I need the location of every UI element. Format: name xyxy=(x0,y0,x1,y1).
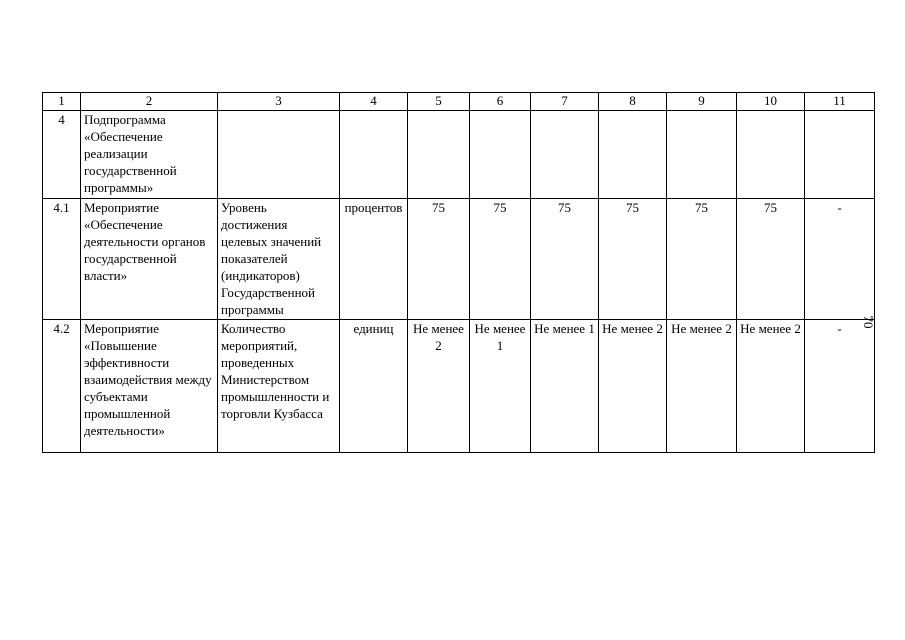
row-value: 75 xyxy=(470,199,531,320)
row-unit: единиц xyxy=(340,320,408,453)
row-number: 4.2 xyxy=(43,320,81,453)
table-header-row xyxy=(43,93,875,111)
row-value: Не менее 2 xyxy=(667,320,737,453)
row-col11: - xyxy=(805,320,875,453)
header-cell: 9 xyxy=(667,93,737,111)
header-cell: 7 xyxy=(531,93,599,111)
row-unit xyxy=(340,111,408,199)
row-col11 xyxy=(805,111,875,199)
table-row xyxy=(43,111,875,199)
row-value xyxy=(470,111,531,199)
header-cell: 2 xyxy=(81,93,218,111)
row-value: 75 xyxy=(531,199,599,320)
row-value xyxy=(667,111,737,199)
row-value: Не менее 2 xyxy=(599,320,667,453)
header-cell: 8 xyxy=(599,93,667,111)
header-cell: 5 xyxy=(408,93,470,111)
page-number: 70 xyxy=(861,315,876,329)
header-cell: 1 xyxy=(43,93,81,111)
row-value: Не менее 2 xyxy=(408,320,470,453)
row-value: 75 xyxy=(737,199,805,320)
row-value: 75 xyxy=(408,199,470,320)
indicators-table xyxy=(42,92,875,453)
row-value xyxy=(737,111,805,199)
row-value xyxy=(531,111,599,199)
table-row xyxy=(43,199,875,320)
row-value: Не менее 1 xyxy=(470,320,531,453)
row-name: Подпрограмма «Обеспечение реализации государственной программы» xyxy=(81,111,218,199)
row-name: Мероприятие «Обеспечение деятельности органов государственной власти» xyxy=(81,199,218,320)
header-cell: 4 xyxy=(340,93,408,111)
row-value xyxy=(599,111,667,199)
row-indicator: Уровень достижения целевых значений показателей (индикаторов) Государственной программы xyxy=(218,199,340,320)
header-cell: 3 xyxy=(218,93,340,111)
row-col11: - xyxy=(805,199,875,320)
header-cell: 10 xyxy=(737,93,805,111)
row-value: Не менее 1 xyxy=(531,320,599,453)
row-unit: процентов xyxy=(340,199,408,320)
row-value: 75 xyxy=(599,199,667,320)
header-cell: 6 xyxy=(470,93,531,111)
row-value: 75 xyxy=(667,199,737,320)
row-name: Мероприятие «Повышение эффективности взаимодействия между субъектами промышленной деятельности» xyxy=(81,320,218,453)
header-cell: 11 xyxy=(805,93,875,111)
row-value: Не менее 2 xyxy=(737,320,805,453)
row-value xyxy=(408,111,470,199)
row-number: 4.1 xyxy=(43,199,81,320)
row-number: 4 xyxy=(43,111,81,199)
row-indicator: Количество мероприятий, проведенных Министерством промышленности и торговли Кузбасса xyxy=(218,320,340,453)
row-indicator xyxy=(218,111,340,199)
table-row xyxy=(43,320,875,453)
